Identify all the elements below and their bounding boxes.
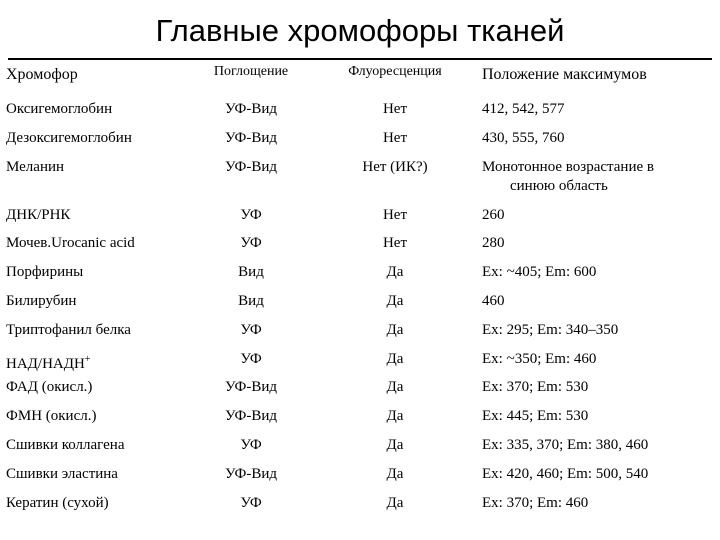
chromophore-name	[0, 96, 190, 125]
maxima-text: 460	[482, 292, 505, 309]
absorption-cell: УФ-Вид	[224, 158, 278, 175]
fluorescence-cell: Нет (ИК?)	[362, 158, 428, 175]
maxima-cell	[478, 317, 720, 346]
absorption-cell: УФ-Вид	[224, 379, 278, 396]
fluorescence-cell: Да	[386, 379, 404, 396]
maxima-text: Ex: 420, 460; Em: 500, 540	[482, 465, 649, 482]
table-row	[0, 374, 720, 403]
maxima-text: Монотонное возрастание в	[482, 158, 654, 175]
table-row	[0, 259, 720, 288]
table-header-row	[0, 60, 720, 96]
maxima-cell	[478, 230, 720, 259]
absorption-cell: Вид	[238, 292, 264, 309]
fluorescence-cell: Нет	[382, 206, 408, 223]
fluorescence-cell: Да	[386, 436, 404, 453]
chromophore-name	[0, 346, 190, 375]
chromophore-name	[0, 317, 190, 346]
table-row	[0, 288, 720, 317]
absorption-cell: УФ-Вид	[224, 101, 278, 117]
absorption-cell: Вид	[238, 264, 264, 281]
maxima-cell	[478, 374, 720, 403]
fluorescence-cell: Да	[386, 494, 404, 511]
fluorescence-cell: Нет	[382, 129, 408, 146]
chromophore-name-text: ДНК/РНК	[6, 206, 71, 223]
fluorescence-cell: Нет	[382, 101, 408, 117]
chromophore-name	[0, 403, 190, 432]
chromophore-name	[0, 288, 190, 317]
maxima-text: Ex: 445; Em: 530	[482, 408, 589, 425]
header-absorption: Поглощение	[213, 64, 289, 79]
table-row	[0, 346, 720, 375]
chromophore-name-text: Сшивки коллагена	[6, 436, 125, 453]
page-title: Главные хромофоры тканей	[155, 13, 565, 48]
chromophore-name	[0, 461, 190, 490]
maxima-text: Ex: 335, 370; Em: 380, 460	[482, 436, 649, 453]
maxima-cell	[478, 154, 720, 202]
maxima-text-line2: синюю область	[510, 177, 608, 194]
chromophore-name	[0, 259, 190, 288]
absorption-cell: УФ	[240, 235, 262, 252]
fluorescence-cell: Да	[386, 321, 404, 338]
maxima-text: Ex: 370; Em: 460	[482, 494, 589, 511]
table-row	[0, 403, 720, 432]
maxima-cell	[478, 125, 720, 154]
chromophore-name-text: ФМН (окисл.)	[6, 408, 97, 425]
table-row	[0, 154, 720, 202]
maxima-text: 280	[482, 235, 505, 252]
absorption-cell: УФ	[240, 321, 262, 338]
fluorescence-cell: Да	[386, 408, 404, 425]
fluorescence-cell: Нет	[382, 235, 408, 252]
chromophore-name-text: Меланин	[6, 158, 65, 175]
chromophore-name	[0, 154, 190, 202]
absorption-cell: УФ	[240, 494, 262, 511]
maxima-cell	[478, 403, 720, 432]
absorption-cell: УФ	[240, 436, 262, 453]
chromophore-name-text: Кератин (сухой)	[6, 494, 109, 511]
maxima-cell	[478, 490, 720, 519]
chromophore-table	[0, 60, 720, 518]
chromophore-name-text: Билирубин	[6, 292, 77, 309]
maxima-cell	[478, 461, 720, 490]
fluorescence-cell: Да	[386, 465, 404, 482]
chromophore-name-text: Триптофанил белка	[6, 321, 131, 338]
table-row	[0, 461, 720, 490]
maxima-cell	[478, 96, 720, 125]
chromophore-name	[0, 125, 190, 154]
fluorescence-cell: Да	[386, 292, 404, 309]
table-row	[0, 230, 720, 259]
table-row	[0, 125, 720, 154]
maxima-text: Ex: 370; Em: 530	[482, 379, 589, 396]
chromophore-name-superscript: +	[84, 353, 91, 365]
maxima-text: 260	[482, 206, 505, 223]
absorption-cell: УФ	[240, 350, 262, 367]
chromophore-name	[0, 230, 190, 259]
table-row	[0, 317, 720, 346]
maxima-cell	[478, 346, 720, 375]
absorption-cell: УФ-Вид	[224, 129, 278, 146]
table-row	[0, 96, 720, 125]
chromophore-name-text: НАД/НАДН	[6, 355, 85, 372]
absorption-cell: УФ	[240, 206, 262, 223]
absorption-cell: УФ-Вид	[224, 465, 278, 482]
fluorescence-cell: Да	[386, 350, 404, 367]
maxima-cell	[478, 288, 720, 317]
chromophore-name-text: Дезоксигемоглобин	[6, 129, 132, 146]
table-row	[0, 432, 720, 461]
chromophore-name	[0, 432, 190, 461]
header-chromophore: Хромофор	[6, 66, 78, 83]
maxima-text: Ex: 295; Em: 340–350	[482, 321, 619, 338]
header-maxima: Положение максимумов	[482, 66, 647, 83]
chromophore-name-text: Сшивки эластина	[6, 465, 118, 482]
table-row	[0, 202, 720, 231]
maxima-text: 412, 542, 577	[482, 101, 565, 117]
fluorescence-cell: Да	[386, 264, 404, 281]
chromophore-name-text: Мочев.Urocanic acid	[6, 235, 135, 252]
maxima-text: Ex: ~350; Em: 460	[482, 350, 597, 367]
chromophore-name	[0, 490, 190, 519]
maxima-cell	[478, 432, 720, 461]
absorption-cell: УФ-Вид	[224, 408, 278, 425]
chromophore-name	[0, 374, 190, 403]
maxima-text: Ex: ~405; Em: 600	[482, 264, 597, 281]
table-row	[0, 490, 720, 519]
maxima-text: 430, 555, 760	[482, 129, 565, 146]
chromophore-name-text: Оксигемоглобин	[6, 101, 113, 117]
header-fluorescence: Флуоресценция	[348, 64, 442, 79]
chromophore-name-text: Порфирины	[6, 264, 84, 281]
chromophore-name-text: ФАД (окисл.)	[6, 379, 93, 396]
chromophore-name	[0, 202, 190, 231]
maxima-cell	[478, 259, 720, 288]
maxima-cell	[478, 202, 720, 231]
